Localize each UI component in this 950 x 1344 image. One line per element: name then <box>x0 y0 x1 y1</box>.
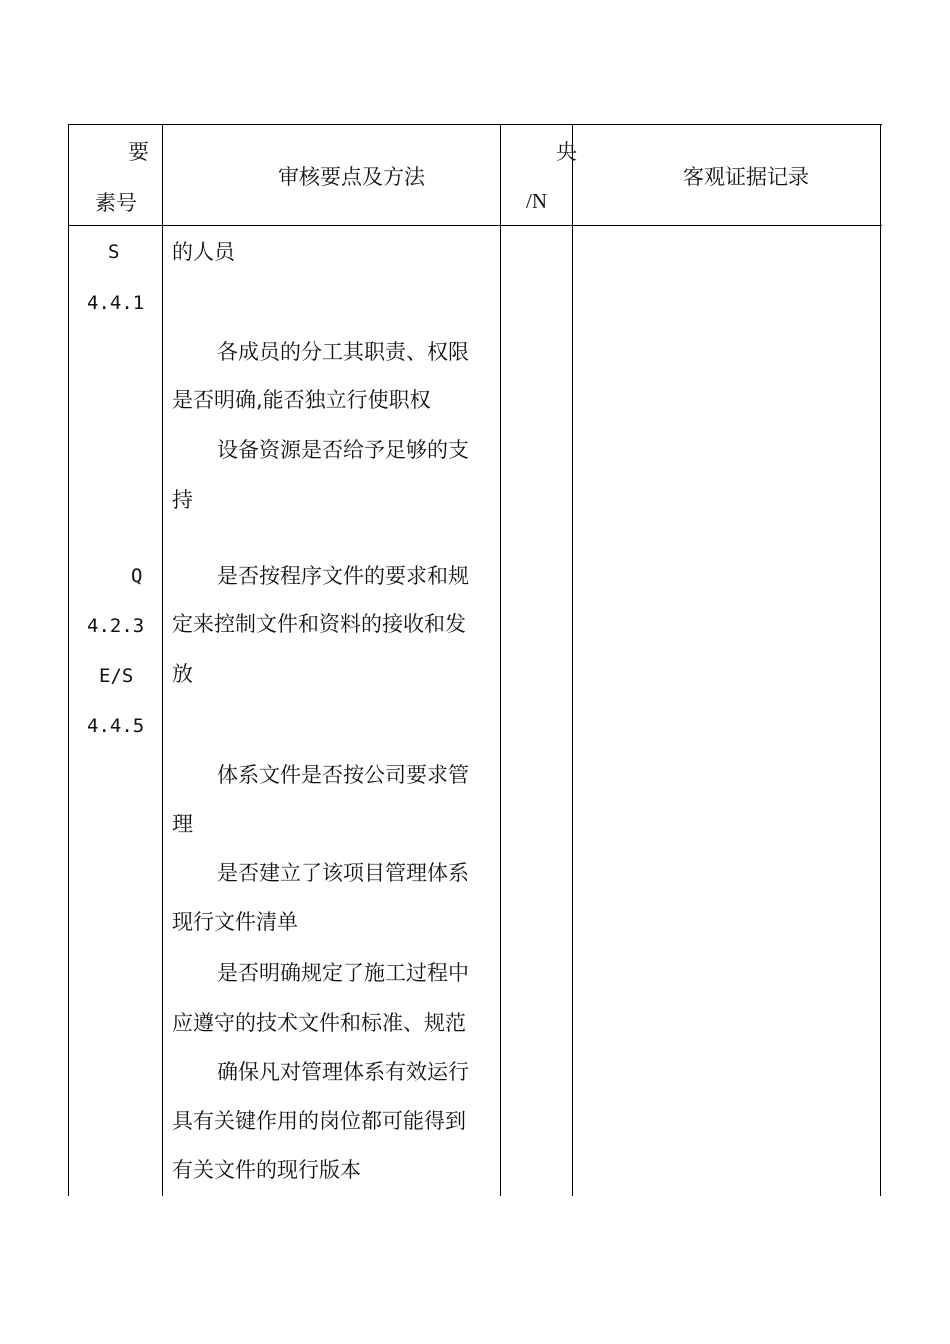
header-evidence-record: 客观证据记录 <box>683 165 809 189</box>
column-divider-2 <box>500 124 501 1196</box>
audit-line: 持 <box>172 488 193 512</box>
element-number: 4.2.3 <box>87 615 145 637</box>
audit-line: 体系文件是否按公司要求管 <box>217 763 469 787</box>
element-number: Q <box>131 565 143 587</box>
header-element-no-line1: 要 <box>128 140 149 164</box>
column-divider-1 <box>162 124 163 1196</box>
audit-line: 放 <box>172 662 193 686</box>
audit-line: 是否按程序文件的要求和规 <box>217 564 469 588</box>
audit-line: 是否建立了该项目管理体系 <box>217 861 469 885</box>
audit-line: 定来控制文件和资料的接收和发 <box>172 612 466 636</box>
table-top-border <box>68 124 882 125</box>
column-divider-3 <box>572 124 573 1196</box>
audit-line: 具有关键作用的岗位都可能得到 <box>172 1109 466 1133</box>
audit-line: 是否明确规定了施工过程中 <box>217 961 469 985</box>
audit-line: 理 <box>172 812 193 836</box>
audit-line: 应遵守的技术文件和标准、规范 <box>172 1011 466 1035</box>
element-number: E/S <box>99 665 134 687</box>
element-number: 4.4.1 <box>87 292 145 314</box>
audit-line: 现行文件清单 <box>172 910 298 934</box>
header-audit-points: 审核要点及方法 <box>278 165 425 189</box>
audit-line: 的人员 <box>172 240 235 264</box>
header-yn-line2: /N <box>526 189 547 213</box>
element-number: S <box>108 241 120 263</box>
element-number: 4.4.5 <box>87 715 145 737</box>
header-yn-line1: 央 <box>556 140 577 164</box>
audit-line: 有关文件的现行版本 <box>172 1158 361 1182</box>
header-element-no-line2: 素号 <box>95 191 137 215</box>
table-left-border <box>68 124 69 1196</box>
audit-line: 确保凡对管理体系有效运行 <box>217 1060 469 1084</box>
table-right-border <box>880 124 881 1196</box>
audit-line: 设备资源是否给予足够的支 <box>217 438 469 462</box>
audit-line: 各成员的分工其职责、权限 <box>217 340 469 364</box>
audit-line: 是否明确,能否独立行使职权 <box>172 388 431 412</box>
header-bottom-border <box>68 225 882 226</box>
